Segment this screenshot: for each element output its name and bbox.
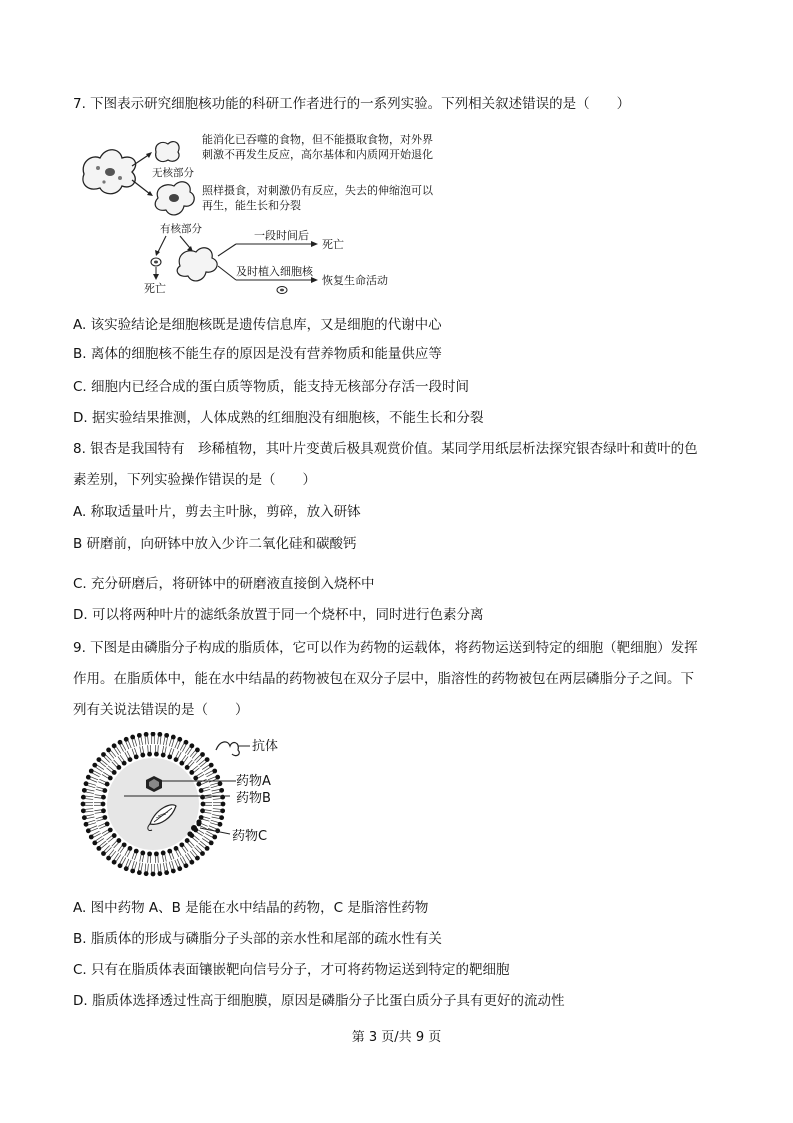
q9-stem-line-2: 作用。在脂质体中，能在水中结晶的药物被包在双分子层中，脂溶性的药物被包在两层磷脂分子之间。下 <box>73 671 694 687</box>
q7-option-c: C. 细胞内已经合成的蛋白质等物质，能支持无核部分存活一段时间 <box>73 379 470 395</box>
drug-b-label: 药物B <box>236 791 271 806</box>
no-nucleus-desc-1: 能消化已吞噬的食物，但不能摄取食物，对外界 <box>202 133 433 146</box>
enucleated-cell <box>177 248 217 281</box>
death-label-2: 死亡 <box>322 238 344 251</box>
q9-stem-line-1: 9. 下图是由磷脂分子构成的脂质体，它可以作为药物的运载体，将药物运送到特定的细胞（靶细胞）发挥 <box>73 640 698 656</box>
q7-option-b: B. 离体的细胞核不能生存的原因是没有营养物质和能量供应等 <box>73 346 442 362</box>
q9-option-d: D. 脂质体选择透过性高于细胞膜，原因是磷脂分子比蛋白质分子具有更好的流动性 <box>73 993 565 1009</box>
recover-label: 恢复生命活动 <box>322 274 388 287</box>
no-nucleus-desc-2: 刺激不再发生反应，高尔基体和内质网开始退化 <box>202 148 433 161</box>
with-nucleus-desc-2: 再生，能生长和分裂 <box>202 199 301 212</box>
q9-option-a: A. 图中药物 A、B 是能在水中结晶的药物，C 是脂溶性药物 <box>73 900 429 916</box>
no-nucleus-part <box>156 142 179 162</box>
q7-stem: 7. 下图表示研究细胞核功能的科研工作者进行的一系列实验。下列相关叙述错误的是（ ） <box>73 96 631 112</box>
death-label: 死亡 <box>144 282 166 295</box>
liposome-figure <box>70 732 290 882</box>
drug-c-label: 药物C <box>232 829 268 844</box>
page-footer: 第 3 页/共 9 页 <box>351 1030 442 1045</box>
antibody-icon <box>216 742 239 756</box>
q8-option-d: D. 可以将两种叶片的滤纸条放置于同一个烧杯中，同时进行色素分离 <box>73 607 484 623</box>
no-nucleus-label: 无核部分 <box>152 167 194 179</box>
q9-stem-line-3: 列有关说法错误的是（ ） <box>73 702 249 718</box>
drug-c-icon <box>191 825 197 831</box>
drug-a-label: 药物A <box>236 774 271 789</box>
q9-option-c: C. 只有在脂质体表面镶嵌靶向信号分子，才可将药物运送到特定的靶细胞 <box>73 962 510 978</box>
q7-option-a: A. 该实验结论是细胞核既是遗传信息库，又是细胞的代谢中心 <box>73 317 442 333</box>
nucleus-icon <box>169 194 179 202</box>
q7-nucleus-experiment-figure <box>76 124 496 300</box>
q8-option-a: A. 称取适量叶片，剪去主叶脉，剪碎，放入研钵 <box>73 504 361 520</box>
q8-stem-line-2: 素差别，下列实验操作错误的是（ ） <box>73 472 316 488</box>
q8-option-c: C. 充分研磨后，将研钵中的研磨液直接倒入烧杯中 <box>73 576 375 592</box>
q8-option-b: B 研磨前，向研钵中放入少许二氧化硅和碳酸钙 <box>73 536 357 552</box>
q7-option-d: D. 据实验结果推测，人体成熟的红细胞没有细胞核，不能生长和分裂 <box>73 410 484 426</box>
after-time-label: 一段时间后 <box>254 229 309 242</box>
with-nucleus-label: 有核部分 <box>160 223 202 235</box>
transplant-label: 及时植入细胞核 <box>236 265 313 278</box>
amoeba-nucleus-icon <box>105 168 115 176</box>
antibody-label: 抗体 <box>252 739 279 754</box>
q9-option-b: B. 脂质体的形成与磷脂分子头部的亲水性和尾部的疏水性有关 <box>73 931 442 947</box>
with-nucleus-desc-1: 照样摄食，对刺激仍有反应，失去的伸缩泡可以 <box>202 184 433 197</box>
q8-stem-line-1: 8. 银杏是我国特有 珍稀植物，其叶片变黄后极具观赏价值。某同学用纸层析法探究银杏绿叶和黄叶的色 <box>73 441 698 457</box>
